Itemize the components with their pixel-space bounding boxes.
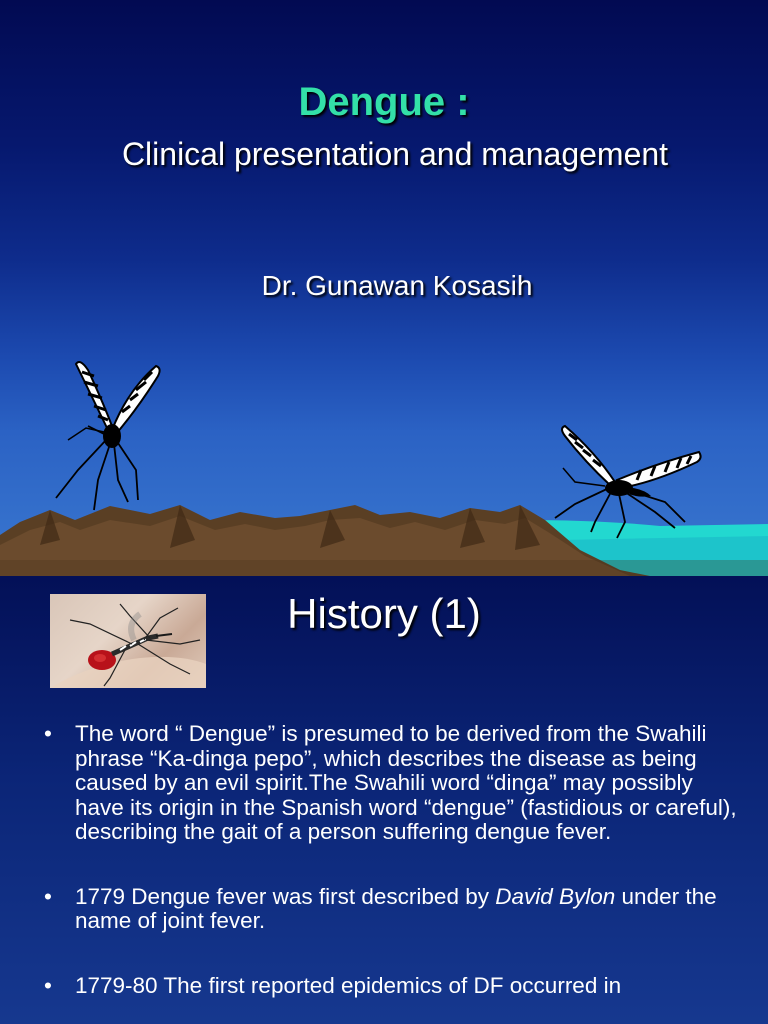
history-slide <box>0 576 768 1024</box>
bullet-item: • 1779-80 The first reported epidemics of DF occurred in <box>44 974 744 999</box>
slide-title: History (1) <box>287 590 481 637</box>
bullet-item: • 1779 Dengue fever was first described by David Bylon under the name of joint fever. <box>44 885 744 934</box>
slide-title: Dengue : <box>298 80 470 124</box>
bullet-item: • The word “ Dengue” is presumed to be derived from the Swahili phrase “Ka-dinga pepo”, which describes the disease as being caused by an evil spirit.The Swahili word “dinga” may possibly have its origin in the Spanish word “dengue” (fastidious or careful), describing the gait of a person suffering dengue fever. <box>44 722 744 845</box>
slide-subtitle: Clinical presentation and management <box>121 136 669 172</box>
mosquito-left-icon <box>56 362 160 510</box>
author-name: Dr. Gunawan Kosasih <box>261 270 533 301</box>
bullet-list <box>44 722 744 1024</box>
